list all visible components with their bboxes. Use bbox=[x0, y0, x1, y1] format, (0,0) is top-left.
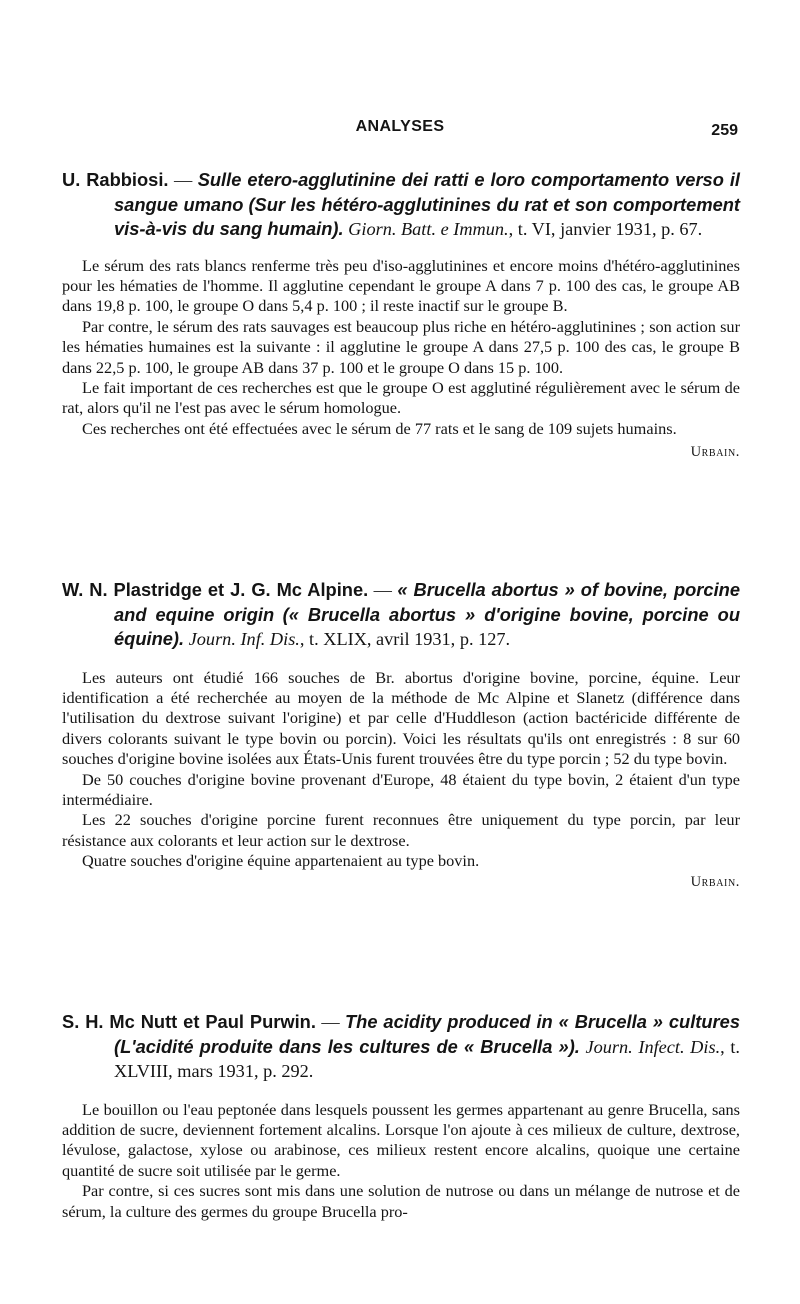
entry-author: S. H. Mc Nutt et Paul Purwin. bbox=[62, 1011, 316, 1032]
entry-original-title: Sulle etero-agglutinine dei ratti e loro comportamento verso il sangue umano bbox=[114, 169, 741, 215]
entry-body bbox=[62, 1100, 740, 1222]
entry-translated-title: (« Brucella abortus » d'origine bovine, porcine ou équine). bbox=[114, 603, 740, 649]
entry-body bbox=[62, 668, 740, 892]
paragraph: Par contre, le sérum des rats sauvages est beaucoup plus riche en hétéro-agglutinines ; son action sur les hématies humaines est la suivante : il agglutine le groupe A dans 27,5 p. 100 des cas, le groupe B dans 22,5 p. 100, le groupe AB dans 37 p. 100 et le groupe O dans 15 p. 100. bbox=[62, 316, 740, 377]
paragraph: Par contre, si ces sucres sont mis dans une solution de nutrose ou dans un mélange de nutrose et de sérum, la culture des germes du groupe Brucella pro- bbox=[62, 1181, 740, 1221]
paragraph: Les 22 souches d'origine porcine furent reconnues être uniquement du type porcin, par leur résistance aux colorants et leur action sur le dextrose. bbox=[62, 810, 740, 850]
entry-author: U. Rabbiosi. bbox=[62, 169, 169, 190]
analysis-entry-2 bbox=[62, 578, 740, 892]
paragraph: Le fait important de ces recherches est que le groupe O est agglutiné régulièrement avec le sérum de rat, alors qu'il ne l'est pas avec le sérum homologue. bbox=[62, 377, 740, 418]
running-head-title: ANALYSES bbox=[355, 118, 445, 135]
paragraph bbox=[62, 418, 740, 461]
entry-journal: Journ. Infect. Dis. bbox=[585, 1036, 721, 1057]
entry-heading: W. N. Plastridge et J. G. Mc Alpine. — « Brucella abortus » of bovine, porcine and equine origin (« Brucella abortus » d'origine bovine, porcine ou équine). Journ. Inf. Dis., t. XLIX, avril 1931, p. 127. bbox=[62, 579, 741, 649]
entry-journal: Giorn. Batt. e Immun. bbox=[348, 219, 509, 239]
paragraph: Les auteurs ont étudié 166 souches de Br. abortus d'origine bovine, porcine, équine. Leur identification a été recherchée au moyen de la méthode de Mc Alpine et Slanetz (différence dans l'utilisation du dextrose suivant l'origine) et par celle d'Huddleson (action bactéricide différente de divers colorants suivant le type bovin ou porcin). Voici les résultats qu'ils ont enregistrés : 8 sur 60 souches d'origine bovine isolées aux États-Unis furent trouvées être du type porcin ; 52 du type bovin. bbox=[62, 667, 740, 769]
entry-heading: U. Rabbiosi. — Sulle etero-agglutinine dei ratti e loro comportamento verso il sangue umano (Sur les hétéro-agglutinines du rat et son comportement vis-à-vis du sang humain). Giorn. Batt. e Immun., t. VI, janvier 1931, p. 67. bbox=[62, 169, 741, 239]
paragraph: Quatre souches d'origine équine appartenaient au type bovin. bbox=[82, 851, 480, 871]
entry-original-title: The acidity produced in « Brucella » cultures bbox=[345, 1011, 740, 1032]
running-head bbox=[62, 118, 738, 142]
paragraph-text: Ces recherches ont été effectuées avec le sérum de 77 rats et le sang de 109 sujets humains. bbox=[82, 418, 677, 438]
entry-signature: Urbain. bbox=[690, 873, 740, 890]
entry-author: W. N. Plastridge et J. G. Mc Alpine. bbox=[62, 579, 369, 600]
page-number: 259 bbox=[711, 122, 738, 139]
entry-heading: S. H. Mc Nutt et Paul Purwin. — The acidity produced in « Brucella » cultures (L'acidité produite dans les cultures de « Brucella »). Journ. Infect. Dis., t. XLVIII, mars 1931, p. 292. bbox=[62, 1011, 740, 1081]
entry-body bbox=[62, 255, 740, 461]
entry-translated-title: (L'acidité produite dans les cultures de « Brucella »). bbox=[114, 1035, 580, 1057]
paragraph: Le bouillon ou l'eau peptonée dans lesquels poussent les germes appartenant au genre Brucella, sans addition de sucre, deviennent fortement alcalins. Lorsque l'on ajoute à ces milieux de culture, dextrose, lévulose, galactose, xylose ou arabinose, ces milieux restent encore alcalins, quoique une certaine quantité de sucre soit utilisée par le germe. bbox=[62, 1099, 740, 1180]
entry-journal: Journ. Inf. Dis. bbox=[188, 629, 300, 649]
paragraph: De 50 couches d'origine bovine provenant d'Europe, 48 étaient du type bovin, 2 étaient d'un type intermédiaire. bbox=[62, 769, 740, 809]
entry-citation: , t. XLVIII, mars 1931, p. 292. bbox=[114, 1036, 740, 1081]
analysis-entry-3 bbox=[62, 1010, 740, 1222]
entry-citation: , t. XLIX, avril 1931, p. 127. bbox=[299, 629, 511, 649]
entry-original-title: « Brucella abortus » of bovine, porcine and equine origin bbox=[114, 579, 741, 625]
analysis-entry-1 bbox=[62, 168, 740, 463]
entry-citation: , t. VI, janvier 1931, p. 67. bbox=[508, 219, 703, 239]
paragraph: Le sérum des rats blancs renferme très peu d'iso-agglutinines et encore moins d'hétéro-agglutinines pour les hématies de l'homme. Il agglutine cependant le groupe A dans 7 p. 100 des cas, le groupe AB dans 19,8 p. 100, le groupe O dans 5,4 p. 100 ; il reste inactif sur le groupe B. bbox=[62, 255, 740, 316]
entry-translated-title: (Sur les hétéro-agglutinines du rat et son comportement vis-à-vis du sang humain). bbox=[114, 193, 740, 239]
entry-signature: Urbain. bbox=[690, 444, 740, 461]
